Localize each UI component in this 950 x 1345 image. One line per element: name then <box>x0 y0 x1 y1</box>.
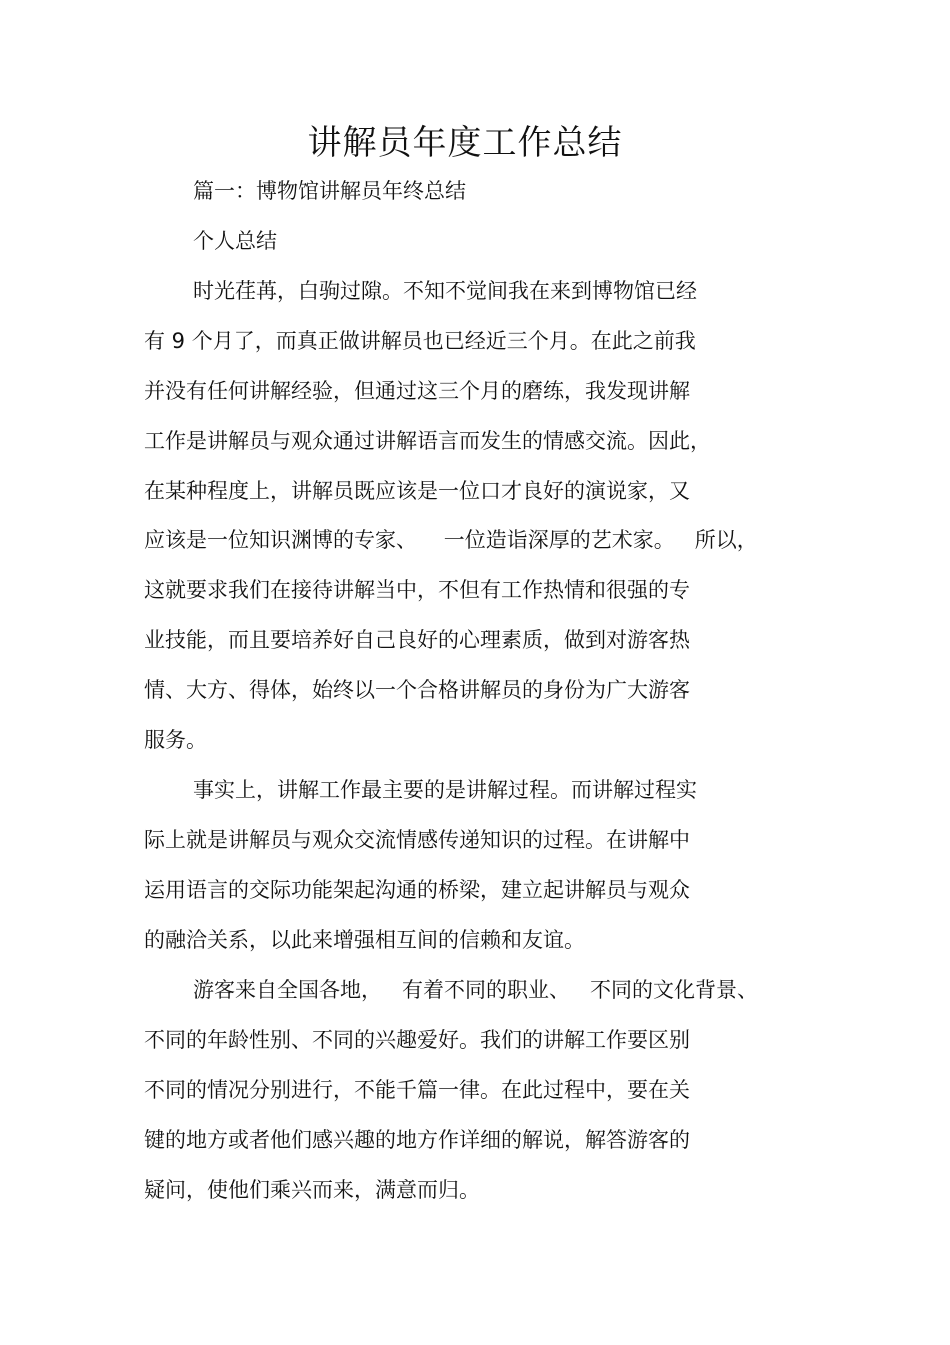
paragraph-line: 情、大方、得体，始终以一个合格讲解员的身份为广大游客 <box>144 678 690 702</box>
paragraph-line: 疑问，使他们乘兴而来，满意而归。 <box>144 1178 480 1202</box>
subtitle: 篇一：博物馆讲解员年终总结 <box>193 179 466 203</box>
paragraph-line: 不同的年龄性别、不同的兴趣爱好。我们的讲解工作要区别 <box>144 1028 690 1052</box>
paragraph-line: 际上就是讲解员与观众交流情感传递知识的过程。在讲解中 <box>144 828 690 852</box>
paragraph-line: 有 9 个月了，而真正做讲解员也已经近三个月。在此之前我 <box>144 329 696 353</box>
paragraph-line: 键的地方或者他们感兴趣的地方作详细的解说，解答游客的 <box>144 1128 690 1152</box>
paragraph-line: 业技能，而且要培养好自己良好的心理素质，做到对游客热 <box>144 628 690 652</box>
paragraph-line: 并没有任何讲解经验，但通过这三个月的磨练，我发现讲解 <box>144 379 690 403</box>
paragraph-line: 时光荏苒，白驹过隙。不知不觉间我在来到博物馆已经 <box>193 279 697 303</box>
paragraph-line: 工作是讲解员与观众通过讲解语言而发生的情感交流。因此， <box>144 429 711 453</box>
section-heading: 个人总结 <box>193 229 277 253</box>
paragraph-line: 游客来自全国各地， 有着不同的职业、 不同的文化背景、 <box>193 978 759 1002</box>
paragraph-line: 事实上，讲解工作最主要的是讲解过程。而讲解过程实 <box>193 778 697 802</box>
paragraph-line: 的融洽关系，以此来增强相互间的信赖和友谊。 <box>144 928 585 952</box>
paragraph-line: 服务。 <box>144 728 207 752</box>
paragraph-line: 这就要求我们在接待讲解当中，不但有工作热情和很强的专 <box>144 578 690 602</box>
paragraph-line: 应该是一位知识渊博的专家、 一位造诣深厚的艺术家。 所以， <box>144 528 758 552</box>
document-title: 讲解员年度工作总结 <box>307 123 623 163</box>
paragraph-line: 在某种程度上，讲解员既应该是一位口才良好的演说家，又 <box>144 479 690 503</box>
paragraph-line: 运用语言的交际功能架起沟通的桥梁，建立起讲解员与观众 <box>144 878 690 902</box>
paragraph-line: 不同的情况分别进行，不能千篇一律。在此过程中，要在关 <box>144 1078 690 1102</box>
